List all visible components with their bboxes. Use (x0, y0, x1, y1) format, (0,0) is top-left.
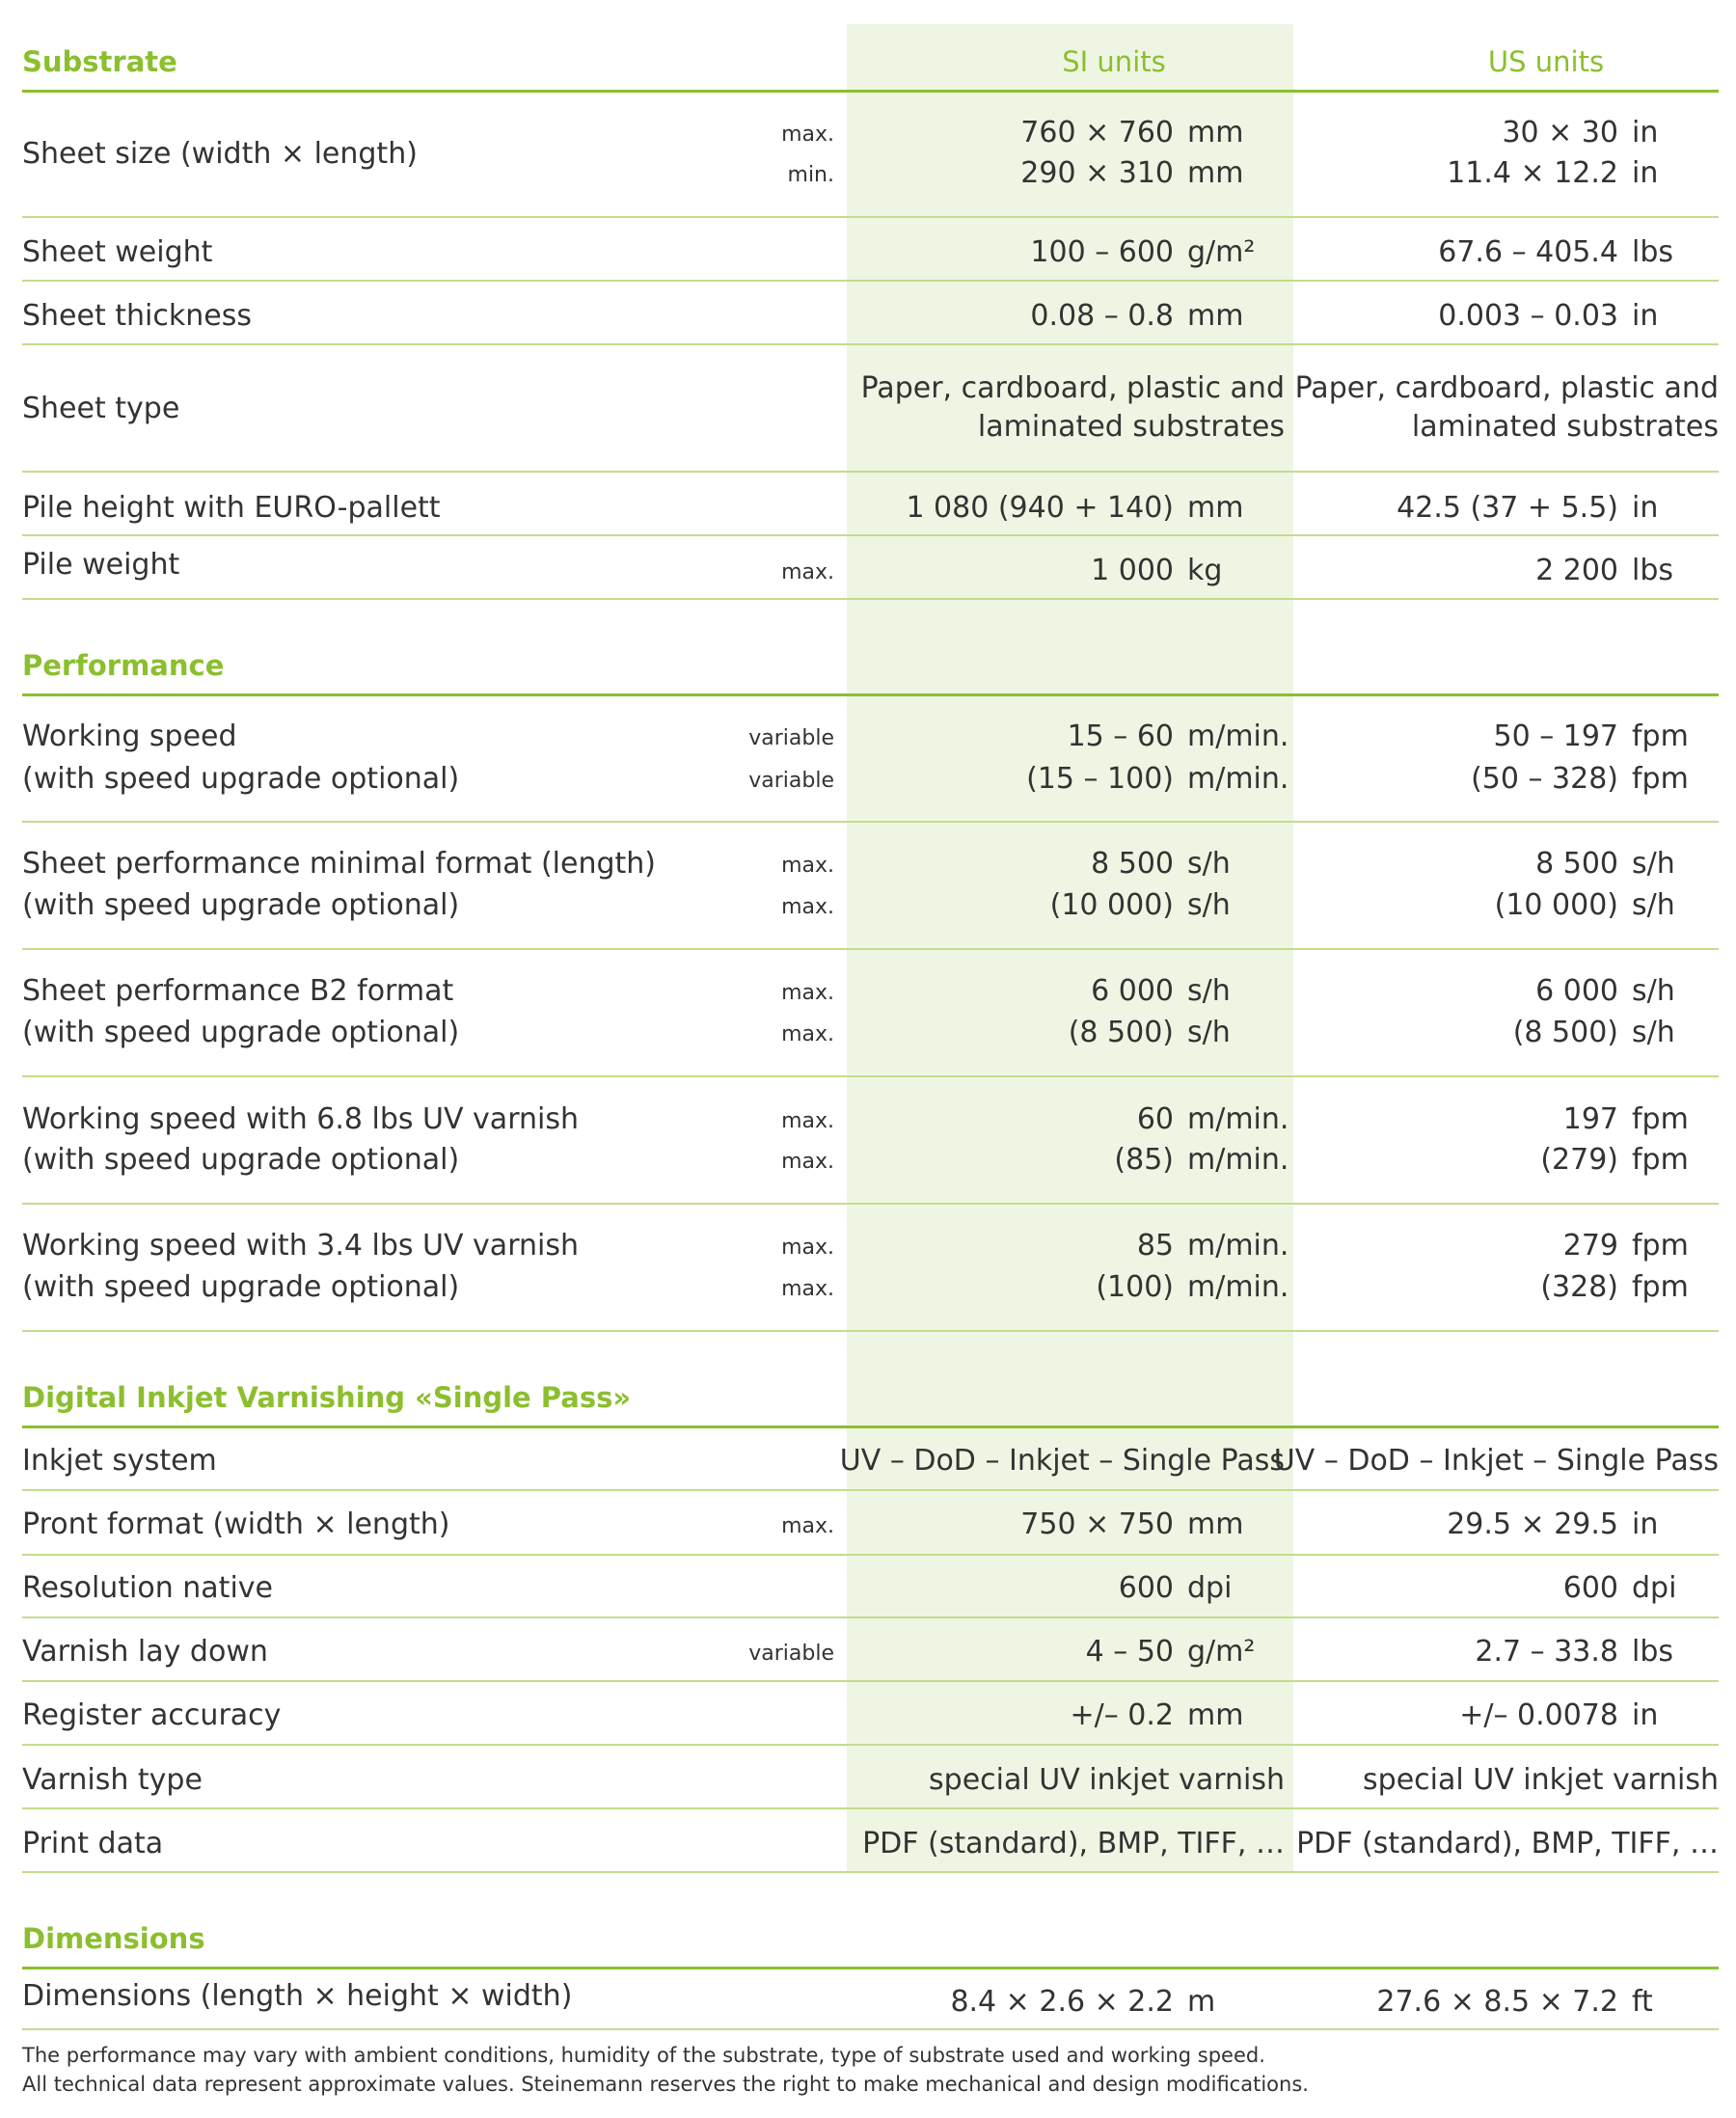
si-value: (100) (1096, 1270, 1174, 1304)
si-value: 1 000 (1091, 554, 1174, 587)
us-value-text: UV – DoD – Inkjet – Single Pass (1273, 1444, 1719, 1478)
si-value: 4 – 50 (1085, 1635, 1174, 1669)
us-unit: in (1632, 1507, 1659, 1541)
spec-label: Print data (22, 1827, 164, 1860)
si-unit: s/h (1187, 1016, 1231, 1049)
si-value-text: PDF (standard), BMP, TIFF, … (862, 1827, 1285, 1860)
qualifier: min. (787, 163, 834, 187)
si-value: (8 500) (1068, 1016, 1174, 1049)
si-unit: g/m² (1187, 235, 1256, 269)
us-unit: s/h (1632, 847, 1675, 881)
qualifier: max. (781, 981, 834, 1005)
spec-label-secondary: (with speed upgrade optional) (22, 1143, 460, 1177)
section-rule (22, 90, 1719, 93)
us-value: 197 (1562, 1102, 1618, 1136)
us-value: (10 000) (1494, 888, 1618, 922)
us-unit: fpm (1632, 1270, 1689, 1304)
us-value: 600 (1562, 1571, 1618, 1605)
qualifier: max. (781, 1022, 834, 1046)
row-divider (22, 1554, 1719, 1556)
si-unit: s/h (1187, 888, 1231, 922)
si-value: 8 500 (1091, 847, 1174, 881)
column-header-si: SI units (1062, 45, 1166, 78)
us-value: +/– 0.0078 (1459, 1698, 1618, 1732)
si-unit: m/min. (1187, 1143, 1289, 1177)
si-unit: m (1187, 1985, 1216, 2019)
qualifier: max. (781, 1150, 834, 1174)
si-unit: mm (1187, 116, 1244, 149)
si-value: (15 – 100) (1026, 762, 1174, 796)
row-divider (22, 471, 1719, 473)
us-value: (328) (1540, 1270, 1618, 1304)
si-value: 1 080 (940 + 140) (906, 491, 1174, 525)
si-value: 750 × 750 (1020, 1507, 1174, 1541)
footnote: The performance may vary with ambient conditions, humidity of the substrate, type of substrate used and working speed. (22, 2044, 1265, 2067)
qualifier: variable (748, 769, 834, 793)
us-unit: fpm (1632, 1102, 1689, 1136)
qualifier: max. (781, 1236, 834, 1260)
qualifier: max. (781, 122, 834, 147)
si-value: 760 × 760 (1020, 116, 1174, 149)
si-unit: kg (1187, 554, 1223, 587)
si-value: 0.08 – 0.8 (1030, 299, 1174, 333)
row-divider (22, 1744, 1719, 1746)
us-unit: fpm (1632, 1143, 1689, 1177)
si-value: 8.4 × 2.6 × 2.2 (950, 1985, 1174, 2019)
spec-label-secondary: (with speed upgrade optional) (22, 762, 460, 796)
spec-label: Sheet type (22, 392, 180, 425)
us-value: (8 500) (1512, 1016, 1618, 1049)
us-unit: ft (1632, 1985, 1653, 2019)
us-value: 279 (1562, 1229, 1618, 1263)
qualifier: max. (781, 854, 834, 878)
us-value: 6 000 (1535, 974, 1618, 1008)
qualifier: max. (781, 1514, 834, 1538)
si-unit: g/m² (1187, 1635, 1256, 1669)
spec-label: Register accuracy (22, 1698, 282, 1732)
si-value: 600 (1118, 1571, 1174, 1605)
spec-label: Varnish type (22, 1763, 203, 1797)
si-value-text: Paper, cardboard, plastic and (860, 371, 1285, 405)
spec-label-secondary: (with speed upgrade optional) (22, 888, 460, 922)
si-unit: m/min. (1187, 1102, 1289, 1136)
us-unit: dpi (1632, 1571, 1677, 1605)
us-unit: s/h (1632, 888, 1675, 922)
si-unit: s/h (1187, 847, 1231, 881)
us-value: 0.003 – 0.03 (1438, 299, 1618, 333)
spec-label: Working speed with 6.8 lbs UV varnish (22, 1102, 579, 1136)
us-unit: in (1632, 491, 1659, 525)
qualifier: max. (781, 895, 834, 919)
row-divider (22, 1807, 1719, 1809)
si-value: +/– 0.2 (1070, 1698, 1174, 1732)
us-unit: in (1632, 116, 1659, 149)
qualifier: max. (781, 560, 834, 584)
si-unit: dpi (1187, 1571, 1233, 1605)
row-divider (22, 1871, 1719, 1873)
us-value: 42.5 (37 + 5.5) (1397, 491, 1618, 525)
us-value: 50 – 197 (1493, 720, 1618, 753)
spec-label: Pront format (width × length) (22, 1507, 450, 1541)
spec-label: Sheet performance minimal format (length) (22, 847, 656, 881)
us-unit: in (1632, 1698, 1659, 1732)
us-unit: fpm (1632, 762, 1689, 796)
section-title: Dimensions (22, 1922, 205, 1955)
spec-label: Pile weight (22, 548, 180, 582)
row-divider (22, 2028, 1719, 2030)
si-unit: m/min. (1187, 762, 1289, 796)
si-value: 290 × 310 (1020, 156, 1174, 190)
row-divider (22, 1616, 1719, 1618)
us-value: 27.6 × 8.5 × 7.2 (1376, 1985, 1618, 2019)
row-divider (22, 1489, 1719, 1491)
us-value-text: special UV inkjet varnish (1363, 1763, 1719, 1797)
column-header-us: US units (1487, 45, 1605, 78)
us-unit: fpm (1632, 1229, 1689, 1263)
row-divider (22, 598, 1719, 600)
us-unit: lbs (1632, 1635, 1674, 1669)
us-value: 8 500 (1535, 847, 1618, 881)
row-divider (22, 1680, 1719, 1682)
spec-label: Pile height with EURO-pallett (22, 491, 441, 525)
spec-label: Varnish lay down (22, 1635, 268, 1669)
us-value-text: laminated substrates (1411, 410, 1719, 444)
spec-label: Sheet weight (22, 235, 213, 269)
us-unit: s/h (1632, 974, 1675, 1008)
us-value: 2 200 (1535, 554, 1618, 587)
si-unit: m/min. (1187, 1270, 1289, 1304)
si-value: (85) (1114, 1143, 1174, 1177)
si-unit: s/h (1187, 974, 1231, 1008)
si-value-text: special UV inkjet varnish (929, 1763, 1285, 1797)
si-unit: mm (1187, 299, 1244, 333)
spec-label-secondary: (with speed upgrade optional) (22, 1016, 460, 1049)
us-unit: lbs (1632, 554, 1674, 587)
row-divider (22, 948, 1719, 950)
si-value: 6 000 (1091, 974, 1174, 1008)
si-unit: mm (1187, 1507, 1244, 1541)
qualifier: max. (781, 1109, 834, 1133)
footnote: All technical data represent approximate values. Steinemann reserves the right to make mechanical and design modifications. (22, 2073, 1309, 2096)
row-divider (22, 280, 1719, 282)
section-rule (22, 693, 1719, 696)
section-rule (22, 1426, 1719, 1428)
section-title: Performance (22, 649, 225, 682)
si-unit: mm (1187, 1698, 1244, 1732)
section-title: Digital Inkjet Varnishing «Single Pass» (22, 1381, 632, 1414)
spec-label-secondary: (with speed upgrade optional) (22, 1270, 460, 1304)
row-divider (22, 216, 1719, 218)
section-title: Substrate (22, 45, 177, 78)
si-unit: mm (1187, 491, 1244, 525)
spec-label: Resolution native (22, 1571, 273, 1605)
us-unit: lbs (1632, 235, 1674, 269)
si-unit: m/min. (1187, 720, 1289, 753)
qualifier: max. (781, 1277, 834, 1301)
row-divider (22, 1203, 1719, 1205)
si-unit: m/min. (1187, 1229, 1289, 1263)
si-value: (10 000) (1049, 888, 1174, 922)
row-divider (22, 821, 1719, 823)
us-unit: in (1632, 156, 1659, 190)
us-value: 2.7 – 33.8 (1475, 1635, 1618, 1669)
us-unit: s/h (1632, 1016, 1675, 1049)
row-divider (22, 534, 1719, 536)
us-value: 29.5 × 29.5 (1447, 1507, 1618, 1541)
us-value: 67.6 – 405.4 (1438, 235, 1618, 269)
si-value: 60 (1136, 1102, 1174, 1136)
section-rule (22, 1967, 1719, 1969)
si-value: 85 (1136, 1229, 1174, 1263)
us-unit: in (1632, 299, 1659, 333)
row-divider (22, 343, 1719, 345)
spec-label: Working speed with 3.4 lbs UV varnish (22, 1229, 579, 1263)
si-unit: mm (1187, 156, 1244, 190)
qualifier: variable (748, 726, 834, 750)
us-unit: fpm (1632, 720, 1689, 753)
us-value: (50 – 328) (1471, 762, 1618, 796)
row-divider (22, 1075, 1719, 1077)
spec-label: Sheet performance B2 format (22, 974, 454, 1008)
si-value: 100 – 600 (1030, 235, 1174, 269)
si-value-text: UV – DoD – Inkjet – Single Pass (839, 1444, 1285, 1478)
us-value: 11.4 × 12.2 (1447, 156, 1618, 190)
spec-label: Sheet thickness (22, 299, 252, 333)
si-value-text: laminated substrates (977, 410, 1285, 444)
qualifier: variable (748, 1642, 834, 1666)
us-value: 30 × 30 (1502, 116, 1618, 149)
row-divider (22, 1330, 1719, 1332)
si-value: 15 – 60 (1067, 720, 1174, 753)
us-value-text: Paper, cardboard, plastic and (1294, 371, 1719, 405)
spec-label: Inkjet system (22, 1444, 217, 1478)
spec-label: Dimensions (length × height × width) (22, 1979, 573, 2013)
spec-label: Working speed (22, 720, 237, 753)
us-value: (279) (1540, 1143, 1618, 1177)
us-value-text: PDF (standard), BMP, TIFF, … (1296, 1827, 1719, 1860)
spec-label: Sheet size (width × length) (22, 137, 418, 171)
